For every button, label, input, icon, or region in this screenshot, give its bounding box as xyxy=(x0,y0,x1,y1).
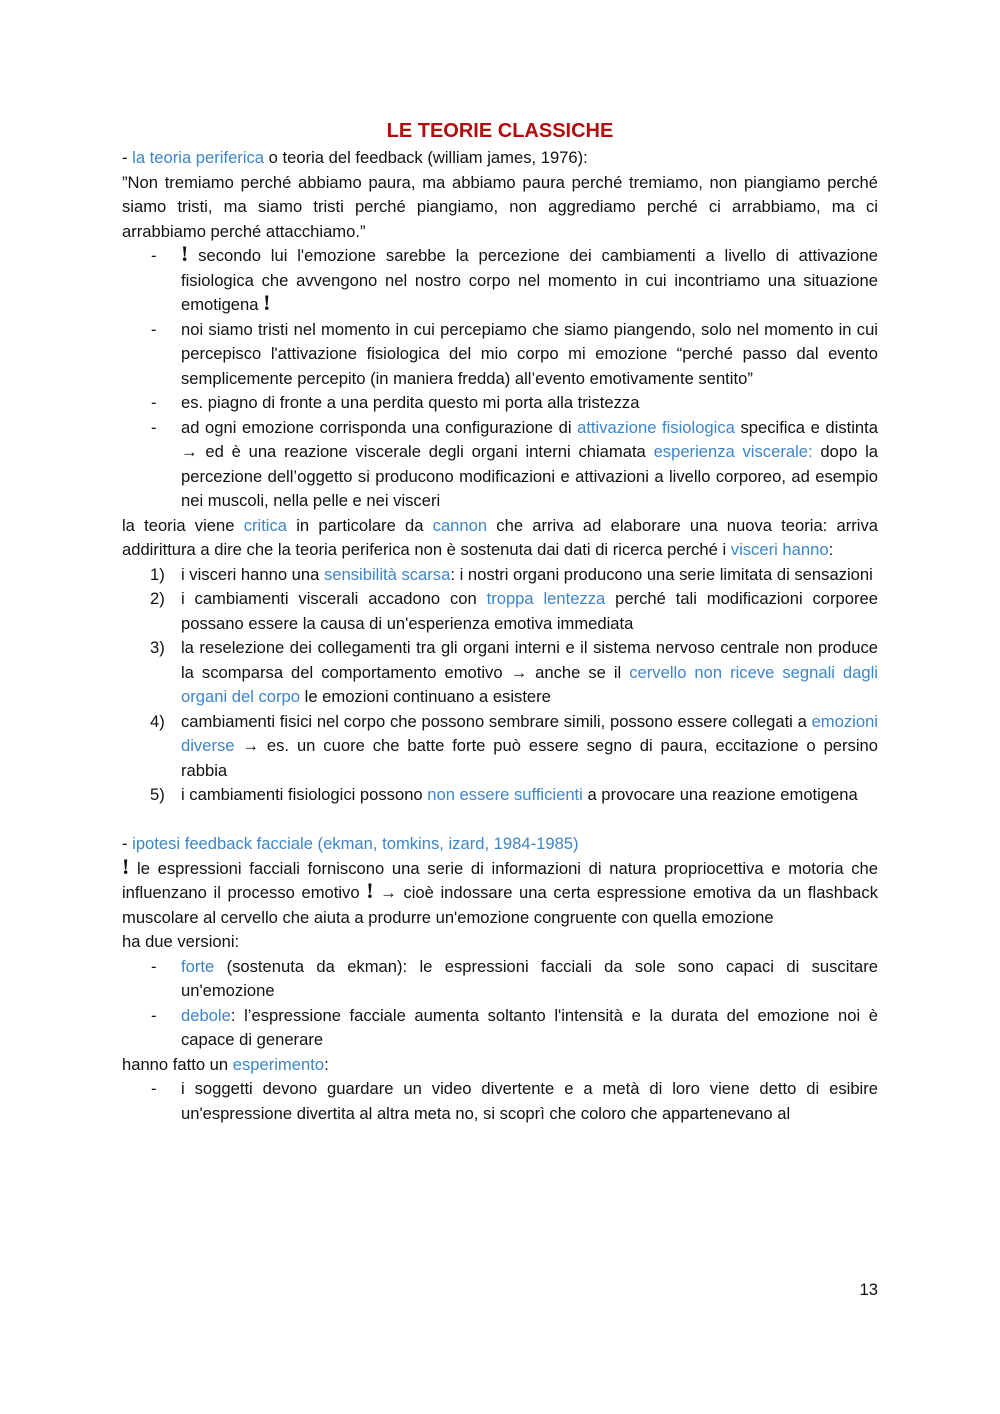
document-page xyxy=(122,118,878,1126)
criticism-paragraph xyxy=(122,514,878,563)
heading-rest: o teoria del feedback (william james, 1976): xyxy=(264,148,588,167)
numbered-item xyxy=(122,563,878,588)
numbered-item xyxy=(122,783,878,808)
section-heading-facial-feedback xyxy=(122,832,878,857)
dash: - xyxy=(122,834,133,853)
text-run: la reselezione dei collegamenti tra gli organi interni e il sistema nervoso centrale non produce la scomparsa del comportamento emotivo → anche se il xyxy=(181,638,878,682)
numbered-item xyxy=(122,587,878,636)
text-run: le emozioni continuano a esistere xyxy=(300,687,551,706)
highlight-term: esperimento xyxy=(232,1054,325,1074)
text-run: che arriva ad elaborare una nuova teoria: arriva addirittura a dire che la teoria periferica non è sostenuta dai dati di ricerca perché i xyxy=(122,515,878,559)
list-item xyxy=(122,391,878,416)
exclamation-icon: ! xyxy=(366,878,374,903)
list-item xyxy=(122,1077,878,1126)
highlight-term: visceri hanno xyxy=(730,540,829,559)
list-item-text: secondo lui l'emozione sarebbe la percezione dei cambiamenti a livello di attivazione fisiologica che avvengono nel nostro corpo nel momento in cui incontriamo una situazione emotigena xyxy=(181,246,878,314)
list-item xyxy=(122,318,878,392)
text-run: : xyxy=(828,540,834,559)
text-run: i cambiamenti viscerali accadono con xyxy=(181,589,487,608)
highlight-term: emozioni diverse xyxy=(181,711,878,755)
numbered-item xyxy=(122,710,878,784)
text-run: : xyxy=(324,1054,329,1074)
bullet-list-versions xyxy=(122,955,878,1053)
text-run: → cioè indossare una certa espressione emotiva da un flashback muscolare al cervello che aiuta a produrre un'emozione congruente con quella emozione xyxy=(122,883,878,927)
exclamation-icon: ! xyxy=(181,241,189,266)
item-number: 3) xyxy=(150,638,165,657)
page-title: LE TEORIE CLASSICHE xyxy=(386,120,614,142)
bullet-dash: - xyxy=(151,1079,157,1098)
term-peripheral-theory: la teoria periferica xyxy=(132,148,265,167)
list-item-text: i soggetti devono guardare un video divertente e a metà di loro viene detto di esibire un'espressione divertita al altra meta no, si scoprì che coloro che appartenevano al xyxy=(181,1079,878,1123)
highlight-term: non essere sufficienti xyxy=(427,785,583,804)
highlight-term: troppa lentezza xyxy=(486,589,606,608)
item-number: 2) xyxy=(150,589,165,608)
list-item xyxy=(122,416,878,514)
facial-feedback-paragraph xyxy=(122,853,878,931)
list-item-text: es. piagno di fronte a una perdita questo mi porta alla tristezza xyxy=(181,393,640,412)
item-number: 5) xyxy=(150,785,165,804)
list-item-text: specifica e distinta → ed è una reazione viscerale degli organi interni chiamata xyxy=(181,417,878,461)
highlight-term: debole xyxy=(181,1005,231,1025)
bullet-dash: - xyxy=(151,246,157,265)
text-run: cambiamenti fisici nel corpo che possono sembrare simili, possono essere collegati a xyxy=(181,711,812,731)
highlight-term: forte xyxy=(181,956,215,976)
text-run: le espressioni facciali forniscono una serie di informazioni di natura propriocettiva e motoria che influenzano il processo emotivo xyxy=(122,858,878,902)
list-item xyxy=(122,241,878,318)
bullet-list-experiment xyxy=(122,1077,878,1126)
text-run: perché tali modificazioni corporee possano essere la causa di un'esperienza emotiva immediata xyxy=(181,589,878,633)
list-item-text: ad ogni emozione corrisponda una configurazione di xyxy=(181,417,578,437)
experiment-intro xyxy=(122,1053,878,1078)
highlight-term: critica xyxy=(243,515,288,535)
list-item xyxy=(122,955,878,1004)
section-heading-peripheral-theory xyxy=(122,146,878,171)
text-run: i visceri hanno una xyxy=(181,564,324,584)
highlight-term: cervello non riceve segnali dagli organi del corpo xyxy=(181,662,878,706)
highlight-term: sensibilità scarsa xyxy=(323,564,451,584)
exclamation-icon: ! xyxy=(122,853,130,879)
versions-intro: ha due versioni: xyxy=(122,932,240,951)
text-run: : i nostri organi producono una serie limitata di sensazioni xyxy=(450,564,873,584)
text-run: → es. un cuore che batte forte può essere segno di paura, eccitazione o persino rabbia xyxy=(181,736,878,780)
list-item-text: noi siamo tristi nel momento in cui percepiamo che siamo piangendo, solo nel momento in cui percepisco l'attivazione fisiologica del mio corpo mi emozione “perché passo dal evento semplicemente percepito (in maniera fredda) all’evento emotivamente sentito” xyxy=(181,319,878,388)
text-run: la teoria viene xyxy=(122,515,244,535)
numbered-list-criticisms xyxy=(122,563,878,808)
bullet-dash: - xyxy=(151,417,157,437)
text-run: hanno fatto un xyxy=(122,1054,233,1074)
highlight-term: attivazione fisiologica xyxy=(577,417,735,437)
item-number: 4) xyxy=(150,711,165,731)
highlight-term: cannon xyxy=(432,515,488,535)
exclamation-icon: ! xyxy=(263,290,271,315)
list-item-text: dopo la percezione dell’oggetto si producono modificazioni e attivazioni a livello corporeo, ad esempio nei muscoli, nella pelle e nei visceri xyxy=(181,442,878,510)
bullet-dash: - xyxy=(151,1005,157,1025)
list-item-text: : l’espressione facciale aumenta soltanto l'intensità e la durata del emozione noi è capace di generare xyxy=(181,1005,878,1049)
bullet-dash: - xyxy=(151,393,157,412)
james-quote: ”Non tremiamo perché abbiamo paura, ma abbiamo paura perché tremiamo, non piangiamo perché siamo tristi, ma siamo tristi perché piangiamo, non aggrediamo perché ci arrabbiamo, ma ci arrabbiamo perché attacchiamo.” xyxy=(122,172,878,241)
list-item xyxy=(122,1004,878,1053)
term-facial-feedback: ipotesi feedback facciale (ekman, tomkins, izard, 1984-1985) xyxy=(132,834,579,853)
text-run: in particolare da xyxy=(287,515,433,535)
bullet-dash: - xyxy=(151,956,157,976)
list-item-text: (sostenuta da ekman): le espressioni facciali da sole sono capaci di suscitare un'emozione xyxy=(181,956,878,1000)
bullet-dash: - xyxy=(151,319,157,339)
text-run: i cambiamenti fisiologici possono xyxy=(181,785,428,804)
page-number: 13 xyxy=(859,1280,878,1299)
numbered-item xyxy=(122,636,878,710)
item-number: 1) xyxy=(150,564,165,584)
dash: - xyxy=(122,148,133,167)
bullet-list-peripheral xyxy=(122,241,878,514)
paragraph-spacer xyxy=(122,808,878,833)
text-run: a provocare una reazione emotigena xyxy=(582,785,858,804)
highlight-term: esperienza viscerale: xyxy=(653,442,813,461)
